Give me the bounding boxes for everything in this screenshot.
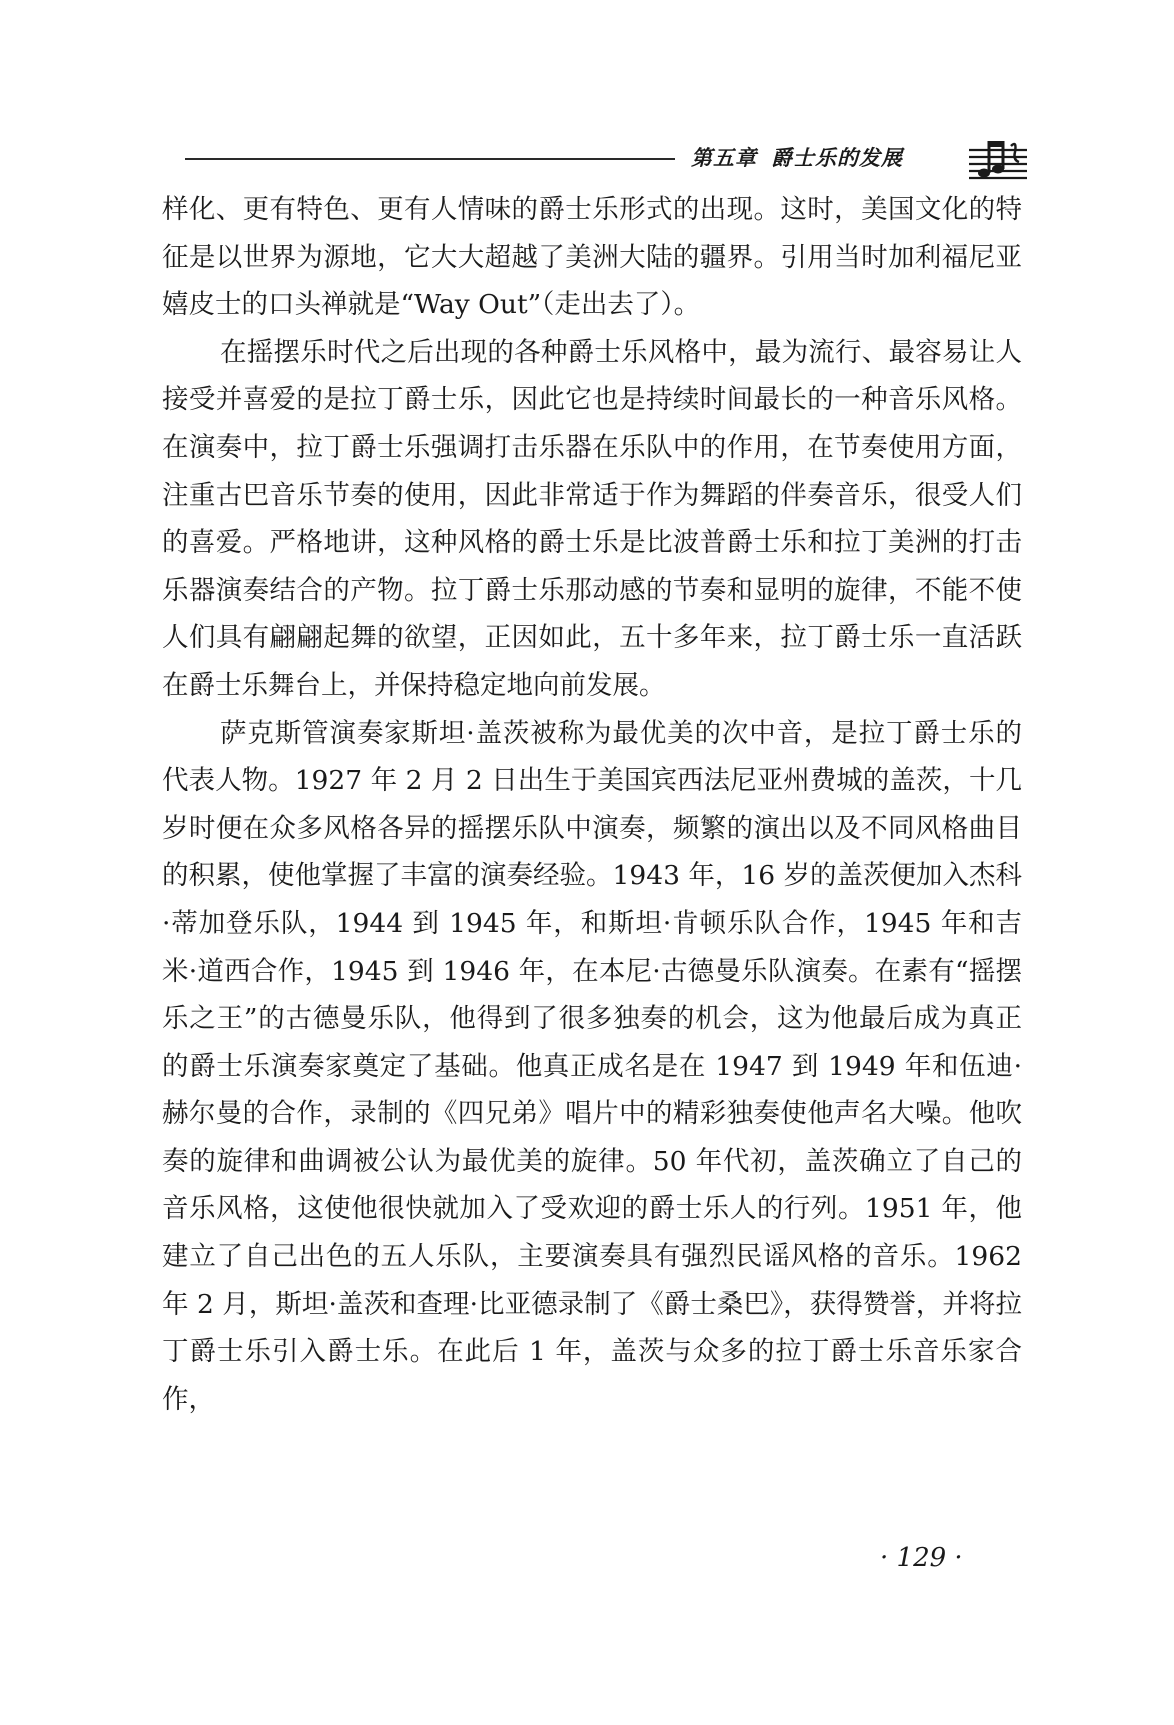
- body-text: [162, 186, 1022, 1423]
- music-staff-icon: [965, 138, 1029, 182]
- paragraph: 萨克斯管演奏家斯坦·盖茨被称为最优美的次中音，是拉丁爵士乐的代表人物。1927 年 2 月 2 日出生于美国宾西法尼亚州费城的盖茨，十几岁时便在众多风格各异的摇摆乐队中演奏，频繁的演出以及不同风格曲目的积累，使他掌握了丰富的演奏经验。1943 年，16 岁的盖茨便加入杰科·蒂加登乐队，1944 到 1945 年，和斯坦·肯顿乐队合作，1945 年和吉米·道西合作，1945 到 1946 年，在本尼·古德曼乐队演奏。在素有“摇摆乐之王”的古德曼乐队，他得到了很多独奏的机会，这为他最后成为真正的爵士乐演奏家奠定了基础。他真正成名是在 1947 到 1949 年和伍迪·赫尔曼的合作，录制的《四兄弟》唱片中的精彩独奏使他声名大噪。他吹奏的旋律和曲调被公认为最优美的旋律。50 年代初，盖茨确立了自己的音乐风格，这使他很快就加入了受欢迎的爵士乐人的行列。1951 年，他建立了自己出色的五人乐队，主要演奏具有强烈民谣风格的音乐。1962 年 2 月，斯坦·盖茨和查理·比亚德录制了《爵士桑巴》，获得赞誉，并将拉丁爵士乐引入爵士乐。在此后 1 年，盖茨与众多的拉丁爵士乐音乐家合作，: [162, 717, 1023, 1415]
- chapter-number: 第五章: [691, 145, 757, 170]
- running-header: [185, 138, 1030, 182]
- paragraph: 在摇摆乐时代之后出现的各种爵士乐风格中，最为流行、最容易让人接受并喜爱的是拉丁爵士乐，因此它也是持续时间最长的一种音乐风格。在演奏中，拉丁爵士乐强调打击乐器在乐队中的作用，在节奏使用方面，注重古巴音乐节奏的使用，因此非常适于作为舞蹈的伴奏音乐，很受人们的喜爱。严格地讲，这种风格的爵士乐是比波普爵士乐和拉丁美洲的打击乐器演奏结合的产物。拉丁爵士乐那动感的节奏和显明的旋律，不能不使人们具有翩翩起舞的欲望，正因如此，五十多年来，拉丁爵士乐一直活跃在爵士乐舞台上，并保持稳定地向前发展。: [162, 336, 1022, 701]
- page-number: · 129 ·: [880, 1543, 963, 1573]
- chapter-heading: [691, 142, 917, 172]
- header-rule: [185, 158, 675, 160]
- chapter-title: 爵士乐的发展: [771, 145, 903, 170]
- paragraph: 样化、更有特色、更有人情味的爵士乐形式的出现。这时，美国文化的特征是以世界为源地，它大大超越了美洲大陆的疆界。引用当时加利福尼亚嬉皮士的口头禅就是“Way Out”（走出去了）。: [162, 194, 1022, 321]
